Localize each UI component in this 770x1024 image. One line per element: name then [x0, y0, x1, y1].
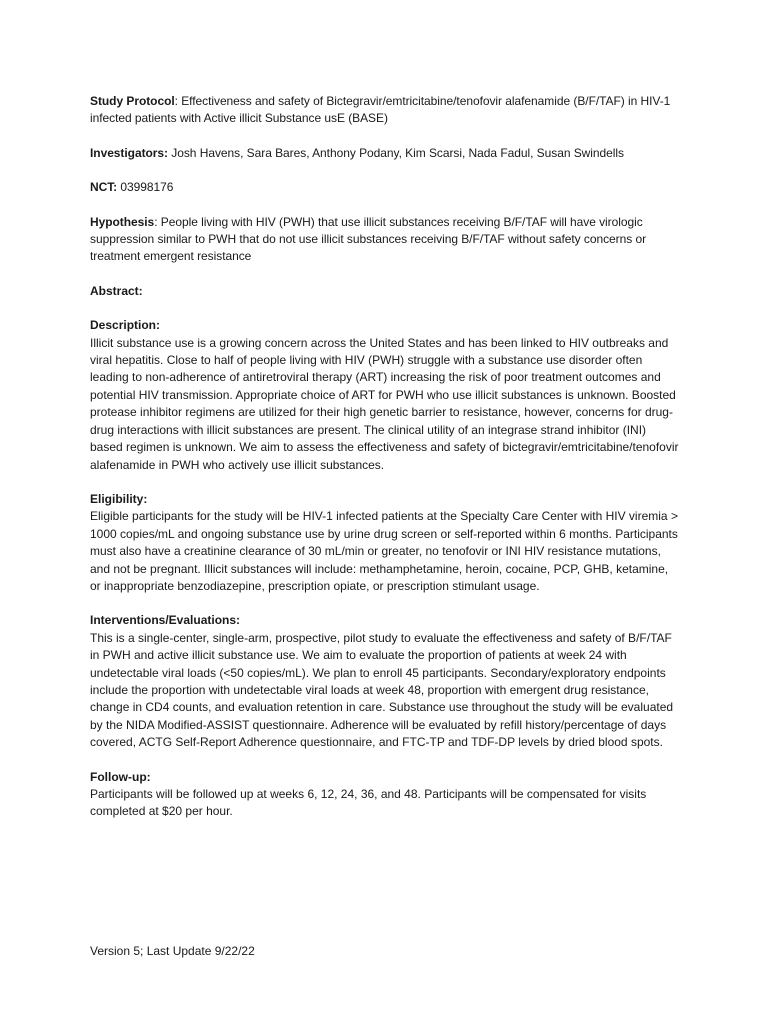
abstract-heading: Abstract: — [90, 283, 143, 298]
interventions-body: This is a single-center, single-arm, prospective, pilot study to evaluate the effectiveness and safety of B/F/TAF in PWH and active illicit substance use. We aim to evaluate the proportion of patients at week 24 with undetectable viral loads (<50 copies/mL). We plan to enroll 45 participants. Secondary/exploratory endpoints include the proportion with undetectable viral loads at week 48, proportion with emergent drug resistance, change in CD4 counts, and evaluation retention in care. Substance use throughout the study will be evaluated by the NIDA Modified-ASSIST questionnaire. Adherence will be evaluated by refill history/percentage of days covered, ACTG Self-Report Adherence questionnaire, and FTC-TP and TDF-DP levels by dried blood spots. — [90, 630, 674, 750]
interventions-heading: Interventions/Evaluations: — [90, 613, 241, 628]
nct-paragraph — [90, 179, 680, 196]
description-heading: Description: — [90, 318, 161, 333]
description-body: Illicit substance use is a growing concern across the United States and has been linked to HIV outbreaks and viral hepatitis. Close to half of people living with HIV (PWH) struggle with a substance use disorder often leading to non-adherence of antiretroviral therapy (ART) increasing the risk of poor treatment outcomes and potential HIV transmission. Appropriate choice of ART for PWH who use illicit substances is unknown. Boosted protease inhibitor regimens are utilized for their high genetic barrier to resistance, however, concerns for drug-drug interactions with illicit substances are present. The clinical utility of an integrase strand inhibitor (INI) based regimen is unknown. We aim to assess the effectiveness and safety of bictegravir/emtricitabine/tenofovir alafenamide in PWH who actively use illicit substances. — [90, 335, 679, 472]
followup-body: Participants will be followed up at weeks 6, 12, 24, 36, and 48. Participants will be compensated for visits completed at $20 per hour. — [90, 787, 647, 819]
hypothesis-text: : People living with HIV (PWH) that use illicit substances receiving B/F/TAF will have virologic suppression similar to PWH that do not use illicit substances receiving B/F/TAF without safety concerns or treatment emergent resistance — [90, 214, 647, 264]
document-page — [90, 93, 680, 838]
investigators-label: Investigators: — [90, 145, 168, 160]
investigators-text: Josh Havens, Sara Bares, Anthony Podany, Kim Scarsi, Nada Fadul, Susan Swindells — [168, 145, 624, 160]
eligibility-body: Eligible participants for the study will be HIV-1 infected patients at the Specialty Care Center with HIV viremia > 1000 copies/mL and ongoing substance use by urine drug screen or self-reported within 6 months. Participants must also have a creatinine clearance of 30 mL/min or greater, no tenofovir or INI HIV resistance mutations, and not be pregnant. Illicit substances will include: methamphetamine, heroin, cocaine, PCP, GHB, ketamine, or inappropriate benzodiazepine, prescription opiate, or prescription stimulant usage. — [90, 509, 678, 593]
eligibility-heading: Eligibility: — [90, 491, 148, 506]
nct-label: NCT: — [90, 180, 118, 195]
study-protocol-label: Study Protocol — [90, 94, 175, 108]
followup-heading: Follow-up: — [90, 769, 151, 784]
hypothesis-label: Hypothesis — [90, 214, 155, 229]
study-protocol-text: : Effectiveness and safety of Bictegravir/emtricitabine/tenofovir alafenamide (B/F/TAF) in HIV-1 infected patients with Active illicit Substance usE (BASE) — [90, 94, 671, 126]
nct-number: 03998176 — [117, 180, 174, 195]
hypothesis-paragraph — [90, 214, 680, 266]
investigators-paragraph — [90, 145, 680, 162]
study-protocol-paragraph — [90, 93, 680, 128]
version-footer: Version 5; Last Update 9/22/22 — [90, 944, 255, 958]
